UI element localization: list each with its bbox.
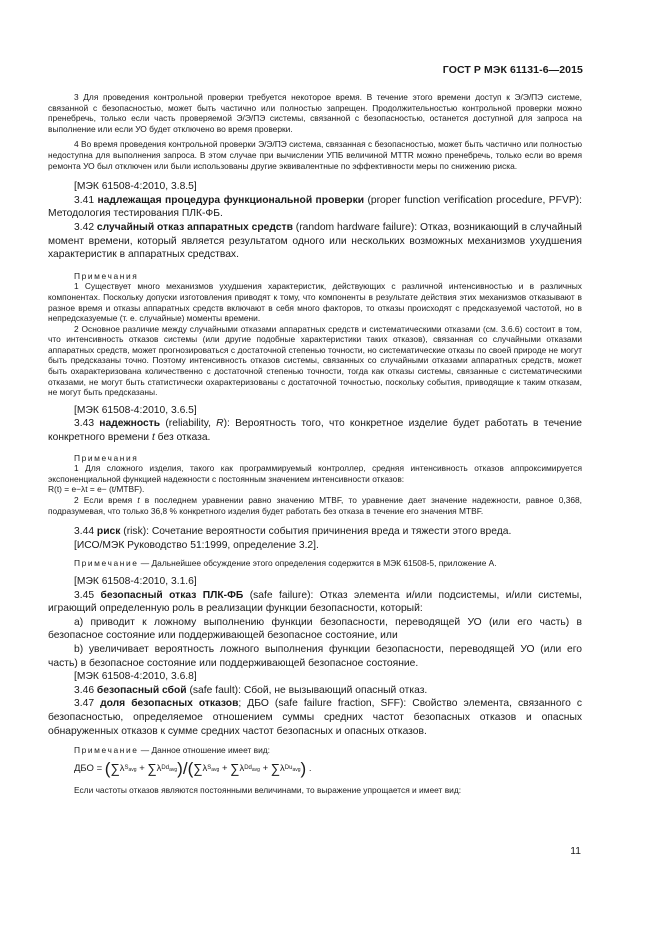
sff-formula: ДБО = ( ∑ λ $S_{avg}$ + ∑ λ $Dd_{avg}$ ) / ( ∑ λ $S_{avg}$ + ∑ λ $Dd_{avg}$ + ∑ λ $Du_{avg}$ ) . bbox=[74, 758, 312, 778]
term-title: надлежащая процедура функциональной проверки bbox=[97, 194, 365, 206]
reference: [МЭК 61508-4:2010, 3.6.8] bbox=[74, 671, 197, 683]
note-single: Примечание — Данное отношение имеет вид: bbox=[74, 745, 270, 756]
reliability-formula: R(t) = e−λt = e− (t/MTBF). bbox=[48, 484, 145, 495]
paragraph: Если частоты отказов являются постоянными величинами, то выражение упрощается и имеет вид: bbox=[74, 784, 462, 795]
term-3-42: 3.42 случайный отказ аппаратных средств (random hardware failure): Отказ, возникающий в случайный момент времени, который является результатом одного или нескольких возможных механизмов ухудшения характеристик в аппаратных средствах. bbox=[48, 221, 582, 261]
reference: [МЭК 61508-4:2010, 3.8.5] bbox=[74, 181, 197, 193]
note-2-reliability: 2 Если время t в последнем уравнении равно значению MTBF, то уравнение дает значение надежности, равное 0,368, подразумевая, что только 36,8 % конкретного изделия будет работать без отказа в течение его значения MTBF. bbox=[48, 495, 582, 516]
document-body bbox=[48, 92, 582, 795]
document-header: ГОСТ Р МЭК 61131-6—2015 bbox=[442, 64, 583, 76]
term-3-45: 3.45 безопасный отказ ПЛК-ФБ (safe failure): Отказ элемента и/или подсистемы, и/или системы, играющий определенную роль в реализации функции безопасности, который: bbox=[48, 589, 582, 615]
notes-heading: Примечания bbox=[74, 452, 139, 463]
reference: [МЭК 61508-4:2010, 3.6.5] bbox=[74, 404, 197, 416]
reference: [МЭК 61508-4:2010, 3.1.6] bbox=[74, 575, 197, 587]
term-title: случайный отказ аппаратных средств bbox=[96, 221, 293, 233]
term-3-47: 3.47 доля безопасных отказов; ДБО (safe failure fraction, SFF): Свойство элемента, связанного с безопасностью, определяемое отношением суммы средних частот безопасных отказов и опасных обнаруженных отказов к сумме средних частот безопасных и опасных отказов. bbox=[48, 698, 582, 737]
term-3-43: 3.43 надежность (reliability, R): Вероятность того, что конкретное изделие будет работать в течение конкретного времени t без отказа. bbox=[48, 418, 582, 444]
term-3-45-b: b) увеличивает вероятность ложного выполнения функции безопасности, переводящей УО (или его часть) в безопасное состояние или поддерживающей безопасное состояние. bbox=[48, 643, 582, 669]
page-number: 11 bbox=[570, 846, 581, 857]
term-title: риск bbox=[96, 526, 121, 538]
notes-heading: Примечания bbox=[74, 270, 139, 281]
term-title: безопасный отказ ПЛК-ФБ bbox=[100, 589, 244, 601]
note-1: 1 Существует много механизмов ухудшения характеристик, действующих с различной интенсивностью и в различных компонентах. Поскольку допуски изготовления приводят к тому, что компоненты в результате действия этих механизмов отказывают в разное время и отказы аппаратных средств включают в себя много факторов, то отказы происходят с предсказуемой частотой, но в непредсказуемые (т. е. случайные) моменты времени. bbox=[48, 281, 582, 324]
term-title: надежность bbox=[99, 418, 161, 430]
note-2: 2 Основное различие между случайными отказами аппаратных средств и систематическими отказами (см. 3.6.6) состоит в том, что интенсивность отказов системы (или другие подобные характеристики таких отказов), связанная со случайными отказами аппаратных средств, может прогнозироваться с достаточной степенью точности, но систематические отказы по своей природе не могут быть предсказаны точно. Поэтому интенсивность отказов системы, связанных со случайными отказами аппаратных средств, может быть охарактеризована количественно с достаточной степенью точности, тогда как отказы системы, связанные с систематическими отказами, не могут быть статистически охарактеризованы с достаточной точностью, поскольку события, приводящие к таким отказам, не могут быть предсказаны. bbox=[48, 323, 582, 398]
term-3-46: 3.46 безопасный сбой (safe fault): Сбой, не вызывающий опасный отказ. bbox=[74, 684, 428, 696]
note-1-reliability: 1 Для сложного изделия, такого как программируемый контроллер, средняя интенсивность отказов аппроксимируется экспоненциальной функцией надежности с постоянным значением интенсивности отказов: bbox=[48, 463, 582, 484]
term-3-45-a: a) приводит к ложному выполнению функции безопасности, переводящей УО (или его часть) в безопасное состояние или поддерживающей безопасное состояние, или bbox=[48, 616, 582, 642]
reference: [ИСО/МЭК Руководство 51:1999, определение 3.2]. bbox=[74, 539, 319, 551]
note-single: Примечание — Дальнейшее обсуждение этого определения содержится в МЭК 61508-5, приложение А. bbox=[74, 558, 497, 569]
term-3-41: 3.41 надлежащая процедура функциональной проверки (proper function verification procedure, PFVP): Методология тестирования ПЛК-ФБ. bbox=[48, 194, 582, 220]
note-4: 4 Во время проведения контрольной проверки Э/Э/ПЭ система, связанная с безопасностью, может быть частично или полностью недоступна для выполнения запроса. В этом случае при вычислении УПБ величиной MTTR можно пренебречь, только если во время ремонта УО был отключен или были использованы другие эквивалентные по эффективности меры по снижению риска. bbox=[48, 139, 582, 171]
term-title: безопасный сбой bbox=[96, 684, 187, 696]
note-3: 3 Для проведения контрольной проверки требуется некоторое время. В течение этого времени доступ к Э/Э/ПЭ системе, связанной с безопасностью, может быть частично или полностью запрещен. Продолжительностью контрольной проверки можно пренебречь, только если часть проверяемой Э/Э/ПЭ системы, связанной с безопасностью, останется доступной для запроса на выполнение или если УО будет отключено во время проверки. bbox=[48, 92, 582, 134]
term-title: доля безопасных отказов bbox=[100, 698, 239, 710]
term-3-44: 3.44 риск (risk): Сочетание вероятности события причинения вреда и тяжести этого вреда. bbox=[74, 526, 512, 538]
